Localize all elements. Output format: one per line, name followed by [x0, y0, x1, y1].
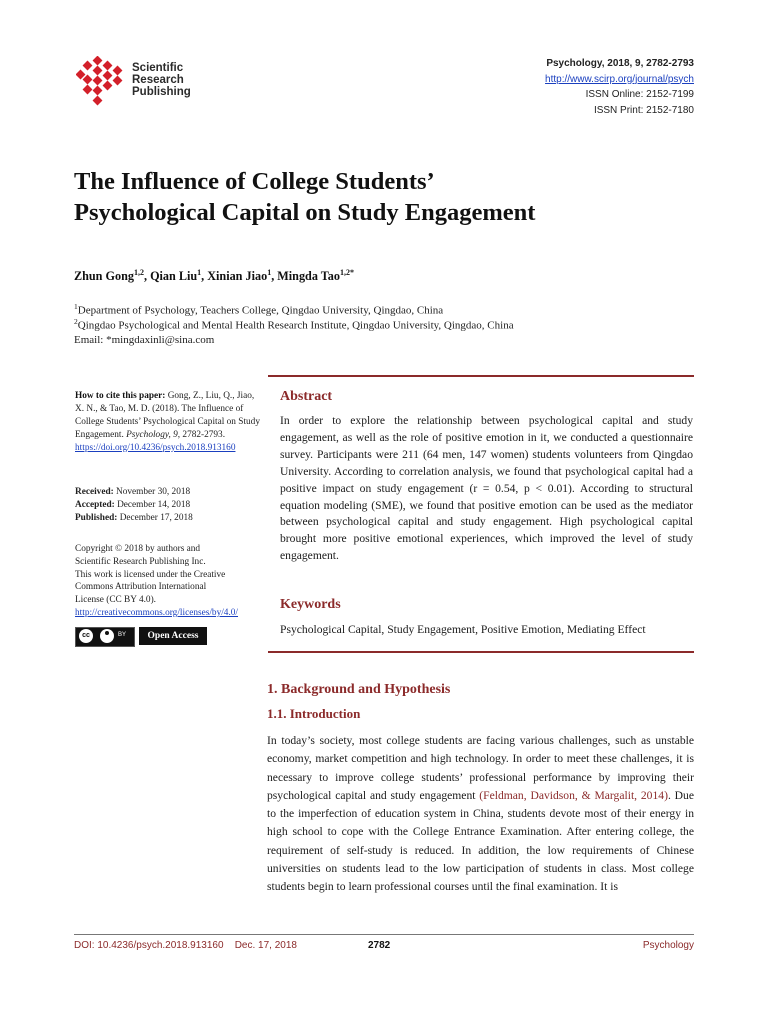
- footer-rule: [74, 934, 694, 935]
- publisher-line: Scientific: [132, 62, 184, 74]
- author: Mingda Tao$^{1,2*}$: [277, 268, 354, 284]
- keywords-bottom-rule: [268, 651, 694, 653]
- doi-link[interactable]: https://doi.org/10.4236/psych.2018.913160: [75, 442, 236, 453]
- by-label: BY: [118, 632, 127, 638]
- page-number: 2782: [368, 940, 391, 951]
- corresponding-email: Email: *mingdaxinli@sina.com: [74, 334, 215, 346]
- subsection-heading: 1.1. Introduction: [267, 706, 361, 721]
- attribution-icon: [100, 629, 114, 643]
- published-date: Published: December 17, 2018: [75, 513, 193, 523]
- journal-citation: Psychology, 2018, 9, 2782-2793: [546, 58, 694, 69]
- license-link[interactable]: http://creativecommons.org/licenses/by/4.0/: [75, 607, 239, 618]
- abstract-top-rule: [268, 375, 694, 377]
- accepted-date: Accepted: December 14, 2018: [75, 500, 191, 510]
- issn-print: ISSN Print: 2152-7180: [593, 104, 694, 116]
- citation-reference-link[interactable]: (Feldman, Davidson, & Margalit, 2014): [479, 788, 668, 802]
- paper-title: [74, 166, 714, 228]
- author: Qian Liu$^1$,: [150, 268, 208, 284]
- footer-journal: Psychology: [642, 940, 694, 951]
- cc-by-badge[interactable]: [75, 627, 135, 647]
- copyright-notice: Copyright © 2018 by authors and Scientific Research Publishing Inc. This work is licensed under the Creative Commons Attribution International License (CC BY 4.0). http://creativecommons.org/licenses/by/4.0/: [75, 544, 239, 618]
- author-list: [74, 268, 354, 284]
- publisher-name: [132, 63, 191, 98]
- publisher-line: Research: [132, 73, 184, 86]
- title-line: Psychological Capital on Study Engagement: [74, 199, 536, 226]
- how-to-cite: How to cite this paper: Gong, Z., Liu, Q., Jiao, X. N., & Tao, M. D. (2018). The Influence of College Students’ Psychological Capital on Study Engagement. Psychology, 9, 2782-2793. https://doi.org/10.4236/psych.2018.913160: [75, 391, 260, 453]
- keywords-text: Psychological Capital, Study Engagement, Positive Emotion, Mediating Effect: [280, 623, 646, 636]
- publisher-line: Publishing: [132, 85, 191, 98]
- section-heading: 1. Background and Hypothesis: [267, 682, 451, 697]
- journal-info: [545, 56, 694, 118]
- footer-date: Dec. 17, 2018: [234, 940, 297, 951]
- creative-commons-icon: cc: [79, 629, 93, 643]
- title-line: The Influence of College Students’: [74, 168, 435, 195]
- affiliation-2: $^2$Qingdao Psychological and Mental Health Research Institute, Qingdao University, Qingdao, China: [74, 317, 514, 332]
- open-access-badge[interactable]: Open Access: [139, 627, 207, 645]
- issn-online: ISSN Online: 2152-7199: [585, 89, 694, 100]
- keywords-heading: Keywords: [280, 597, 341, 612]
- author: Zhun Gong$^{1,2}$,: [74, 268, 151, 284]
- publication-dates: [75, 486, 265, 525]
- abstract-text: In order to explore the relationship between psychological capital and study engagement, as well as the role of positive emotion in it, we conducted a questionnaire survey. Participants were 211 (64 men, 147 women) students volunteers from Qingdao University. According to correlation analysis, we found that psychological capital had a positive impact on study engagement (r = 0.54, p < 0.01). According to structural equation modeling (SME), we found that positive emotion can be used as the mediator between psychological capital and study engagement. High psychological capital brought more positive emotional experiences, which improved the level of study engagement.: [280, 414, 693, 563]
- abstract-heading: Abstract: [280, 389, 333, 404]
- footer-doi: DOI: 10.4236/psych.2018.913160 Dec. 17, 2018: [74, 940, 297, 951]
- body-paragraph: In today’s society, most college students are facing various challenges, such as unstable economy, market competition and high technology. In order to meet these challenges, it is necessary to improve college students’ professional performance by improving their psychological capital and study engagement (Feldman, Davidson, & Margalit, 2014). Due to the imperfection of education system in China, students devote most of their energy in high school to cope with the College Entrance Examination. After entering college, the requirement of self-study is reduced. In addition, the low requirements of Chinese universities on students lead to the low participation of students in class. Most college students begin to learn professional courses until the final examination. It is: [267, 734, 694, 894]
- journal-url-link[interactable]: http://www.scirp.org/journal/psych: [545, 73, 694, 85]
- author: Xinian Jiao$^1$,: [207, 268, 278, 284]
- received-date: Received: November 30, 2018: [75, 487, 191, 497]
- affiliation-1: $^1$Department of Psychology, Teachers College, Qingdao University, Qingdao, China: [74, 302, 444, 317]
